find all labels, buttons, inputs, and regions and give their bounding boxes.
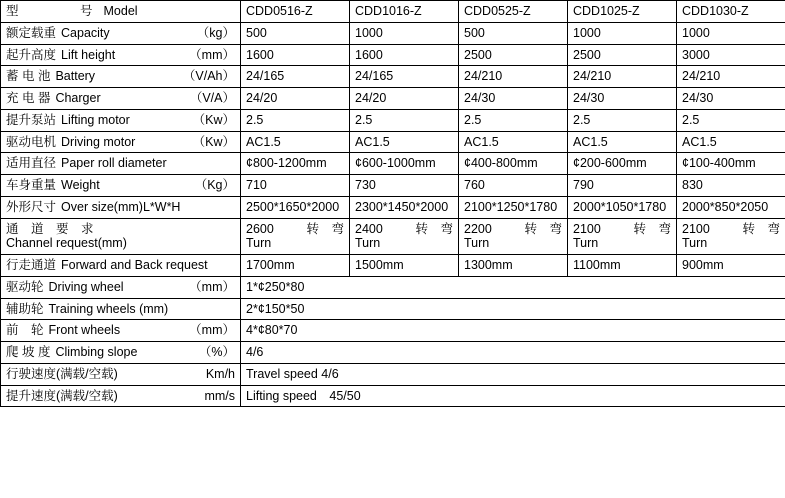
cell-value: ¢800-1200mm	[241, 153, 350, 175]
table-row	[1, 320, 785, 342]
row-label-en: Lift height	[61, 47, 116, 62]
channel-number: 2400	[355, 221, 383, 236]
row-label-en: Climbing slope	[55, 345, 138, 359]
row-label-unit: （V/A）	[189, 91, 235, 105]
row-label-capacity	[1, 22, 241, 44]
row-label-cn: 行走通道	[6, 258, 57, 272]
cell-value	[350, 218, 459, 255]
cell-value	[677, 218, 785, 255]
row-label-unit: （mm）	[189, 323, 235, 338]
cell-value-merged: 2*¢150*50	[241, 298, 785, 320]
cell-value: 1000	[677, 22, 785, 44]
cell-value: 24/20	[350, 88, 459, 110]
channel-turn-cn: 转 弯	[633, 221, 671, 236]
row-label-unit: （V/Ah）	[182, 69, 235, 84]
table-row	[1, 175, 785, 197]
cell-value: 1600	[241, 44, 350, 66]
row-label-en: Charger	[55, 91, 101, 105]
cell-value	[241, 218, 350, 255]
row-label-battery	[1, 66, 241, 88]
cell-value: 2100*1250*1780	[459, 196, 568, 218]
channel-turn-cn: 转 弯	[742, 221, 780, 236]
row-label-en: Capacity	[61, 25, 110, 40]
row-label-unit: （kg）	[196, 25, 235, 40]
table-row	[1, 153, 785, 175]
cell-value-merged: 4*¢80*70	[241, 320, 785, 342]
cell-value: 1000	[350, 22, 459, 44]
row-label-paper-roll-diameter	[1, 153, 241, 175]
row-label-forward-back-request	[1, 255, 241, 277]
row-label-unit: （Kw）	[192, 134, 235, 149]
table-row	[1, 109, 785, 131]
row-label-en: Driving wheel	[48, 279, 124, 294]
table-row	[1, 342, 785, 364]
channel-number: 2200	[464, 221, 492, 236]
cell-value: 2500	[459, 44, 568, 66]
row-label-over-size	[1, 196, 241, 218]
table-row	[1, 88, 785, 110]
channel-number: 2600	[246, 221, 274, 236]
cell-value: 900mm	[677, 255, 785, 277]
cell-value: AC1.5	[459, 131, 568, 153]
row-label-lift-height	[1, 44, 241, 66]
row-label-cn: 辅助轮	[6, 301, 44, 316]
cell-value: 2000*1050*1780	[568, 196, 677, 218]
row-label-en: Weight	[61, 178, 100, 192]
row-label-en: Over size(mm)L*W*H	[61, 199, 181, 214]
row-label-lifting-motor	[1, 109, 241, 131]
row-label-cn: 通 道 要 求	[6, 221, 94, 236]
row-label-unit: （mm）	[189, 47, 235, 62]
channel-turn-en: Turn	[355, 236, 381, 251]
cell-value: AC1.5	[350, 131, 459, 153]
row-label-en: Driving motor	[61, 134, 136, 149]
cell-value: 2.5	[459, 109, 568, 131]
cell-value-merged: Lifting speed 45/50	[241, 385, 785, 407]
cell-value: 2.5	[350, 109, 459, 131]
row-label-cn: 充 电 器	[6, 91, 51, 105]
table-row	[1, 363, 785, 385]
row-label-model	[1, 1, 241, 23]
channel-turn-en: Turn	[464, 236, 490, 251]
row-label-en: Lifting motor	[61, 112, 130, 127]
cell-value: 710	[241, 175, 350, 197]
table-row	[1, 131, 785, 153]
cell-value: 24/210	[568, 66, 677, 88]
cell-value: CDD1030-Z	[677, 1, 785, 23]
cell-value: 24/165	[241, 66, 350, 88]
row-label-cn: 爬 坡 度	[6, 345, 51, 359]
row-label-en: Battery	[55, 69, 96, 84]
table-row	[1, 196, 785, 218]
table-row	[1, 385, 785, 407]
cell-value: 830	[677, 175, 785, 197]
table-row	[1, 298, 785, 320]
row-label-cn: 前 轮	[6, 323, 44, 338]
row-label-climbing-slope	[1, 342, 241, 364]
row-label-unit: （Kg）	[194, 178, 235, 192]
cell-value: 1000	[568, 22, 677, 44]
row-label-cn: 外形尺寸	[6, 199, 57, 214]
table-row	[1, 218, 785, 255]
row-label-training-wheels	[1, 298, 241, 320]
cell-value: 24/30	[459, 88, 568, 110]
row-label-charger	[1, 88, 241, 110]
cell-value: 24/165	[350, 66, 459, 88]
cell-value-merged: 4/6	[241, 342, 785, 364]
cell-value: 3000	[677, 44, 785, 66]
cell-value: 1300mm	[459, 255, 568, 277]
cell-value: AC1.5	[677, 131, 785, 153]
cell-value: 760	[459, 175, 568, 197]
row-label-travel-speed	[1, 363, 241, 385]
cell-value: 1100mm	[568, 255, 677, 277]
cell-value: ¢600-1000mm	[350, 153, 459, 175]
row-label-cn: 提升速度(满载/空载)	[6, 388, 118, 403]
channel-turn-en: Turn	[573, 236, 599, 251]
row-label-en: Front wheels	[48, 323, 121, 338]
row-label-en: Model	[103, 4, 138, 18]
table-row	[1, 276, 785, 298]
cell-value: 2000*850*2050	[677, 196, 785, 218]
cell-value: 2300*1450*2000	[350, 196, 459, 218]
row-label-cn: 行驶速度(满载/空载)	[6, 366, 118, 381]
row-label-cn: 驱动电机	[6, 134, 57, 149]
row-label-unit: mm/s	[204, 388, 235, 403]
cell-value: 1500mm	[350, 255, 459, 277]
cell-value: 2.5	[568, 109, 677, 131]
table-row	[1, 255, 785, 277]
channel-turn-cn: 转 弯	[415, 221, 453, 236]
row-label-unit: （Kw）	[192, 112, 235, 127]
cell-value: 24/30	[568, 88, 677, 110]
table-row	[1, 1, 785, 23]
channel-turn-cn: 转 弯	[524, 221, 562, 236]
cell-value-merged: 1*¢250*80	[241, 276, 785, 298]
row-label-cn: 适用直径	[6, 156, 57, 171]
row-label-unit: Km/h	[205, 366, 235, 381]
row-label-cn: 额定载重	[6, 25, 57, 40]
cell-value: 24/30	[677, 88, 785, 110]
table-row	[1, 66, 785, 88]
cell-value: 1700mm	[241, 255, 350, 277]
cell-value: ¢400-800mm	[459, 153, 568, 175]
cell-value: 24/210	[677, 66, 785, 88]
cell-value: CDD0525-Z	[459, 1, 568, 23]
cell-value: 790	[568, 175, 677, 197]
cell-value: 24/210	[459, 66, 568, 88]
cell-value: 2500	[568, 44, 677, 66]
cell-value: 2.5	[241, 109, 350, 131]
channel-turn-en: Turn	[682, 236, 708, 251]
row-label-cn: 起升高度	[6, 47, 57, 62]
row-label-driving-wheel	[1, 276, 241, 298]
channel-number: 2100	[573, 221, 601, 236]
channel-turn-cn: 转 弯	[306, 221, 344, 236]
channel-number: 2100	[682, 221, 710, 236]
row-label-cn: 车身重量	[6, 178, 57, 192]
row-label-cn: 蓄 电 池	[6, 69, 51, 84]
row-label-cn: 驱动轮	[6, 279, 44, 294]
cell-value: CDD1016-Z	[350, 1, 459, 23]
cell-value-merged: Travel speed 4/6	[241, 363, 785, 385]
cell-value: ¢200-600mm	[568, 153, 677, 175]
cell-value: 500	[241, 22, 350, 44]
cell-value: 2500*1650*2000	[241, 196, 350, 218]
row-label-unit: （%）	[198, 345, 235, 359]
cell-value	[459, 218, 568, 255]
row-label-lifting-speed	[1, 385, 241, 407]
table-row	[1, 44, 785, 66]
channel-turn-en: Turn	[246, 236, 272, 251]
row-label-en: Training wheels (mm)	[48, 301, 169, 316]
row-label-cn: 型 号	[6, 4, 99, 18]
row-label-en: Channel request(mm)	[6, 236, 127, 251]
cell-value: AC1.5	[568, 131, 677, 153]
cell-value: AC1.5	[241, 131, 350, 153]
row-label-unit: （mm）	[189, 279, 235, 294]
cell-value: 2.5	[677, 109, 785, 131]
cell-value: 500	[459, 22, 568, 44]
row-label-en: Paper roll diameter	[61, 156, 167, 171]
row-label-driving-motor	[1, 131, 241, 153]
cell-value: CDD1025-Z	[568, 1, 677, 23]
cell-value: 730	[350, 175, 459, 197]
row-label-en: Forward and Back request	[61, 258, 208, 272]
row-label-channel-request	[1, 218, 241, 255]
cell-value: 1600	[350, 44, 459, 66]
row-label-cn: 提升泵站	[6, 112, 57, 127]
cell-value: ¢100-400mm	[677, 153, 785, 175]
row-label-front-wheels	[1, 320, 241, 342]
cell-value	[568, 218, 677, 255]
cell-value: CDD0516-Z	[241, 1, 350, 23]
row-label-weight	[1, 175, 241, 197]
table-row	[1, 22, 785, 44]
cell-value: 24/20	[241, 88, 350, 110]
